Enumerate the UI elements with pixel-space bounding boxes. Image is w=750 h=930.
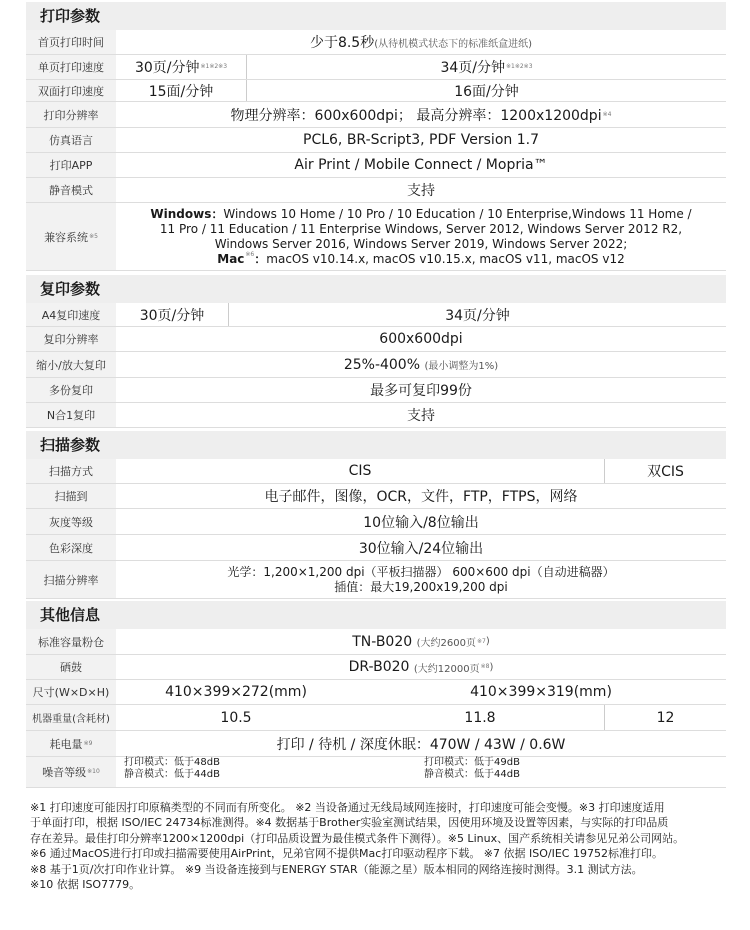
spec-label: 单页打印速度: [26, 55, 116, 79]
spec-value: 30位输入/24位输出: [358, 540, 484, 557]
spec-label: 打印分辨率: [26, 102, 116, 127]
spec-label: 尺寸(W×D×H): [26, 680, 116, 704]
toner-note-end: ): [485, 636, 490, 647]
drum-model: DR-B020: [348, 659, 410, 675]
footnote-ref: ※7: [476, 637, 486, 645]
spec-row-multi-copy: [26, 378, 726, 403]
spec-row-toner: [26, 629, 726, 655]
spec-row-compat: [26, 203, 726, 271]
spec-value: Air Print / Mobile Connect / Mopria™: [294, 157, 548, 173]
spec-value: [116, 102, 726, 127]
spec-value: 电子邮件，图像，OCR，文件，FTP，FTPS，网络: [264, 489, 578, 505]
footnote-line: ※10 依据 ISO7779。: [30, 878, 141, 892]
noise-quiet-mode: 静音模式：低于44dB: [124, 769, 220, 780]
spec-label: [26, 757, 116, 787]
spec-label: 扫描到: [26, 484, 116, 508]
spec-row-duplex: [26, 80, 726, 102]
footnote-ref: ※9: [83, 739, 93, 747]
footnote-ref: ※1※2※3: [505, 63, 533, 70]
spec-label: 扫描分辨率: [26, 561, 116, 598]
footnote-line: ※1 打印速度可能因打印原稿类型的不同而有所变化。 ※2 当设备通过无线局域网连接时，打印速度可能会变慢。※3 打印速度适用: [30, 801, 665, 814]
toner-note: (大约2600页: [416, 638, 476, 649]
compat-windows-title: Windows：: [150, 206, 224, 221]
footnote-ref: ※10: [87, 768, 100, 775]
spec-value: CIS: [348, 463, 372, 479]
spec-value: 打印 / 待机 / 深度休眠：470W / 43W / 0.6W: [276, 736, 566, 753]
spec-label: 标准容量粉仓: [26, 629, 116, 654]
footnote-ref: ※8: [480, 663, 490, 670]
spec-value: 支持: [407, 408, 435, 424]
spec-label: [26, 731, 116, 756]
spec-value: [116, 30, 726, 54]
spec-row-scan-method: [26, 459, 726, 484]
compat-mac-title: Mac: [217, 251, 245, 266]
spec-row-scan-resolution: [26, 561, 726, 599]
section-title-scan: 扫描参数: [26, 431, 726, 459]
spec-value: [116, 561, 726, 598]
footnote-line: 存在差异。最佳打印分辨率1200×1200dpi（打印品质设置为最佳模式条件下测得）。※5 Linux、国产系统相关请参见兄弟公司网站。: [30, 831, 685, 845]
compat-mac-colon: ：: [254, 251, 267, 266]
spec-label: A4复印速度: [26, 303, 116, 326]
scan-resolution-interpolated: 插值：最大19,200x19,200 dpi: [334, 579, 508, 594]
compat-windows-line-1: [150, 207, 691, 222]
spec-value: [116, 352, 726, 377]
spec-row-noise: [26, 757, 726, 788]
simplex-value-1: 30页/分钟: [134, 60, 200, 76]
first-page-value: 少于8.5秒: [309, 35, 375, 51]
spec-value: 双CIS: [604, 459, 726, 483]
spec-row-gray: [26, 509, 726, 535]
spec-value: 410×399×272(mm): [165, 684, 307, 700]
spec-label: 静音模式: [26, 178, 116, 202]
spec-label: N合1复印: [26, 403, 116, 427]
footnote-ref: ※1※2※3: [200, 63, 228, 70]
spec-value: 10位输入/8位输出: [363, 514, 479, 531]
spec-row-simplex: [26, 55, 726, 80]
spec-value: 最多可复印99份: [370, 383, 472, 399]
spec-label: 打印APP: [26, 153, 116, 177]
noise-quiet-mode: 静音模式：低于44dB: [424, 769, 520, 780]
spec-value: [116, 55, 246, 79]
section-title-other: 其他信息: [26, 601, 726, 629]
footnotes: [30, 800, 728, 892]
spec-label: 多份复印: [26, 378, 116, 402]
spec-row-emulation: [26, 128, 726, 153]
spec-row-quiet-mode: [26, 178, 726, 203]
spec-value: 16面/分钟: [246, 80, 726, 101]
spec-value: [116, 655, 726, 679]
first-page-note: (从待机模式状态下的标准纸盒进纸): [374, 38, 533, 50]
spec-label: 仿真语言: [26, 128, 116, 152]
power-label: 耗电量: [49, 737, 83, 751]
zoom-value: 25%-400%: [343, 356, 421, 373]
spec-label: 缩小/放大复印: [26, 352, 116, 377]
footnote-ref: ※6: [245, 250, 255, 258]
spec-label: 双面打印速度: [26, 80, 116, 101]
scan-resolution-optical: 光学：1,200×1,200 dpi（平板扫描器） 600×600 dpi（自动进稿器）: [227, 564, 615, 579]
spec-value: 30页/分钟: [139, 307, 205, 324]
spec-row-print-resolution: [26, 102, 726, 128]
spec-label: 复印分辨率: [26, 327, 116, 351]
spec-row-copy-resolution: [26, 327, 726, 352]
spec-value: [116, 629, 726, 654]
footnote-ref: ※5: [89, 232, 98, 240]
spec-label: 机器重量(含耗材): [26, 705, 116, 730]
spec-value: 15面/分钟: [148, 83, 214, 100]
noise-label: 噪音等级: [42, 766, 87, 779]
spec-value: 11.8: [464, 709, 496, 726]
simplex-value-2: 34页/分钟: [440, 60, 505, 76]
spec-label: 灰度等级: [26, 509, 116, 534]
spec-value: 10.5: [220, 709, 252, 726]
drum-note-end: ): [489, 661, 494, 673]
compat-windows-line-2: 11 Pro / 11 Education / 11 Enterprise Windows, Server 2012, Windows Server 2012 R2,: [159, 221, 683, 236]
footnote-line: ※6 通过MacOS进行打印或扫描需要使用AirPrint，兄弟官网不提供Mac打印驱动程序下载。 ※7 依据 ISO/IEC 19752标准打印。: [30, 847, 663, 861]
toner-model: TN-B020: [352, 633, 413, 650]
spec-row-scan-to: [26, 484, 726, 509]
spec-value: PCL6, BR-Script3, PDF Version 1.7: [303, 132, 539, 148]
spec-row-weight: [26, 705, 726, 731]
drum-note: (大约12000页: [413, 663, 480, 675]
footnote-line: 于单面打印，根据 ISO/IEC 24734标准测得。※4 数据基于Brother实验室测试结果，因使用环境及设置等因素，与实际的打印品质: [30, 816, 669, 830]
spec-label: [26, 203, 116, 270]
spec-row-power: [26, 731, 726, 757]
section-title-print: 打印参数: [26, 2, 726, 30]
spec-value: 410×399×319(mm): [470, 684, 612, 700]
noise-print-mode: 打印模式：低于48dB: [124, 757, 220, 768]
spec-row-size: [26, 680, 726, 705]
spec-row-nup: [26, 403, 726, 428]
spec-row-drum: [26, 655, 726, 680]
footnote-ref: ※4: [602, 110, 612, 118]
spec-label: 硒鼓: [26, 655, 116, 679]
spec-value: 34页/分钟: [228, 303, 726, 326]
spec-label: 扫描方式: [26, 459, 116, 483]
spec-value: [246, 55, 726, 79]
spec-label: 首页打印时间: [26, 30, 116, 54]
spec-value: 12: [604, 705, 726, 730]
spec-row-zoom: [26, 352, 726, 378]
noise-print-mode: 打印模式：低于49dB: [424, 757, 520, 768]
spec-row-app: [26, 153, 726, 178]
zoom-note: (最小调整为1%): [424, 361, 499, 372]
spec-row-color-depth: [26, 535, 726, 561]
spec-label: 色彩深度: [26, 535, 116, 560]
compat-windows-text: Windows 10 Home / 10 Pro / 10 Education / 10 Enterprise,Windows 11 Home /: [223, 206, 692, 221]
spec-value: [124, 757, 414, 787]
spec-row-first-page: [26, 30, 726, 55]
print-resolution-value: 物理分辨率：600x600dpi； 最高分辨率：1200x1200dpi: [230, 107, 602, 124]
spec-row-copy-speed: [26, 303, 726, 327]
spec-value: [116, 203, 726, 270]
compat-mac-line: [217, 252, 624, 267]
compat-mac-text: macOS v10.14.x, macOS v10.15.x, macOS v11, macOS v12: [266, 251, 625, 266]
spec-value: [424, 757, 726, 787]
spec-value: 600x600dpi: [379, 331, 463, 347]
spec-value: 支持: [407, 183, 435, 199]
compat-windows-line-3: Windows Server 2016, Windows Server 2019, Windows Server 2022;: [214, 236, 628, 251]
section-title-copy: 复印参数: [26, 275, 726, 303]
compat-label: 兼容系统: [44, 230, 89, 244]
footnote-line: ※8 基于1页/次打印作业计算。 ※9 当设备连接到与ENERGY STAR（能源之星）版本相同的网络连接时测得。3.1 测试方法。: [30, 862, 643, 876]
